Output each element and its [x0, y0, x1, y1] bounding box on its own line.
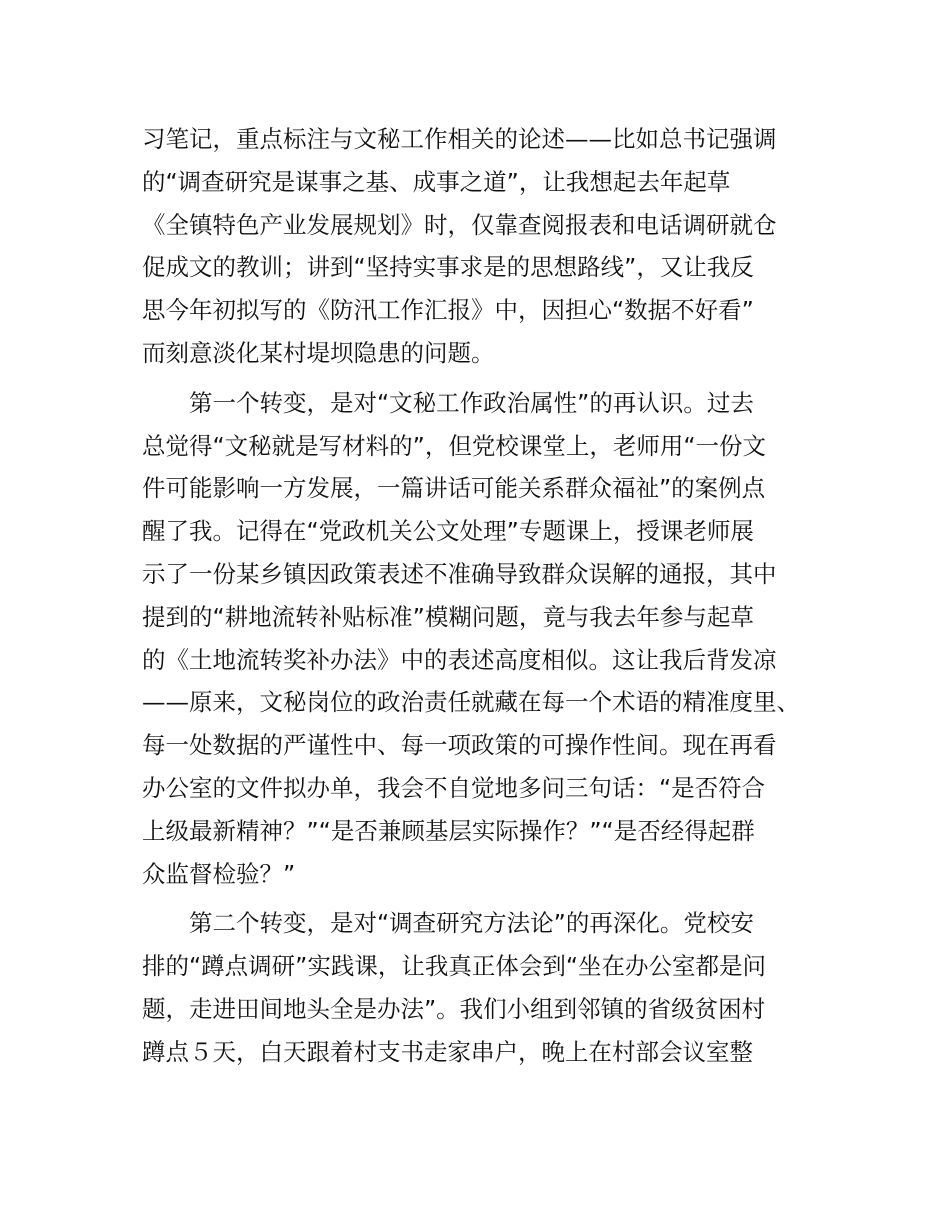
text-line: ——原来，文秘岗位的政治责任就藏在每一个术语的精准度里、 [142, 688, 800, 717]
text-line: 办公室的文件拟办单，我会不自觉地多问三句话：“是否符合 [142, 773, 766, 802]
text-line: 的“调查研究是谋事之基、成事之道”，让我想起去年起草 [142, 167, 731, 196]
paragraph-2 [142, 382, 832, 896]
document-body [142, 118, 832, 1074]
text-line: 习笔记，重点标注与文秘工作相关的论述——比如总书记强调 [142, 125, 777, 153]
text-line: 第一个转变，是对“文秘工作政治属性”的再认识。过去 [142, 388, 754, 417]
text-line: 总觉得“文秘就是写材料的”，但党校课堂上，老师用“一份文 [142, 431, 767, 460]
text-line: 促成文的教训；讲到“坚持实事求是的思想路线”，又让我反 [142, 253, 754, 282]
text-line: 题，走进田间地头全是办法”。我们小组到邻镇的省级贫困村 [142, 994, 766, 1023]
paragraph-gap [142, 375, 832, 382]
text-line: 件可能影响一方发展，一篇讲话可能关系群众福祉”的案例点 [142, 474, 766, 503]
text-line: 排的“蹲点调研”实践课，让我真正体会到“坐在办公室都是问 [142, 952, 767, 981]
text-line: 《全镇特色产业发展规划》时，仅靠查阅报表和电话调研就仓 [142, 210, 777, 239]
text-line: 醒了我。记得在“党政机关公文处理”专题课上，授课老师展 [142, 517, 754, 546]
text-line: 第二个转变，是对“调查研究方法论”的再深化。党校安 [142, 909, 754, 938]
text-line: 提到的“耕地流转补贴标准”模糊问题，竟与我去年参与起草 [142, 602, 754, 631]
text-line: 蹲点５天，白天跟着村支书走家串户，晚上在村部会议室整 [142, 1037, 753, 1066]
paragraph-gap [142, 895, 832, 902]
paragraph-1 [142, 118, 832, 375]
text-line: 而刻意淡化某村堤坝隐患的问题。 [142, 338, 495, 367]
text-line: 的《土地流转奖补办法》中的表述高度相似。这让我后背发凉 [142, 645, 777, 674]
text-line: 思今年初拟写的《防汛工作汇报》中，因担心“数据不好看” [142, 296, 754, 325]
text-line: 上级最新精神？”“是否兼顾基层实际操作？”“是否经得起群 [142, 816, 755, 845]
text-line: 每一处数据的严谨性中、每一项政策的可操作性间。现在再看 [142, 731, 777, 760]
text-line: 示了一份某乡镇因政策表述不准确导致群众误解的通报，其中 [142, 559, 777, 588]
text-line: 众监督检验？” [142, 859, 296, 888]
paragraph-3 [142, 902, 832, 1073]
